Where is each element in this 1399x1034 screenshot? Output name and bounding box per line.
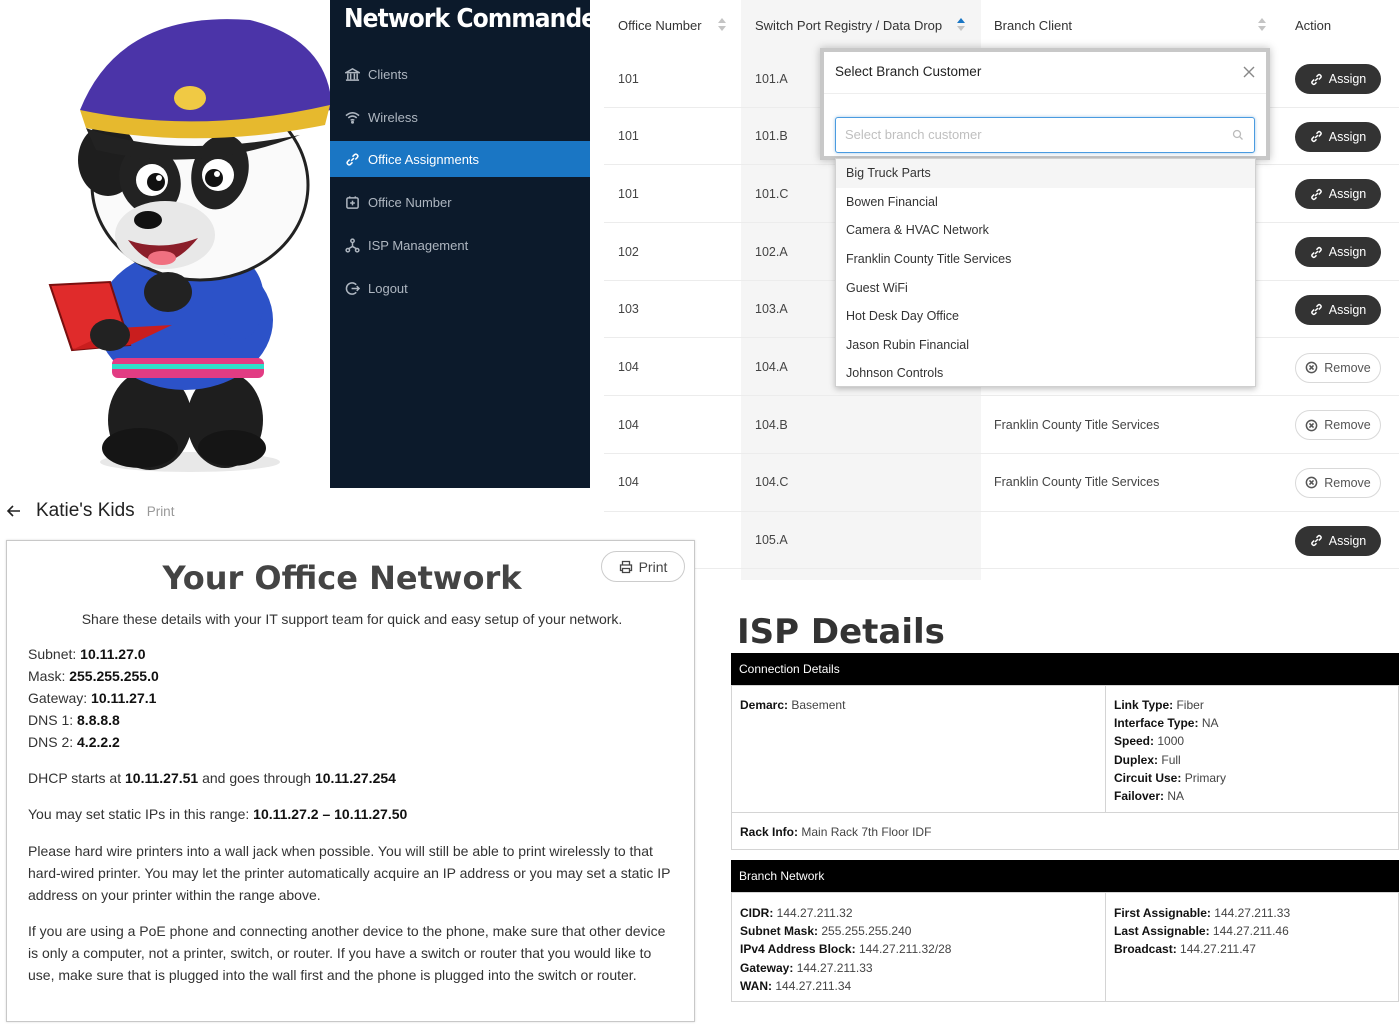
subnet-mask-field: Subnet Mask: 255.255.255.240 xyxy=(740,924,912,939)
office-number-cell: 104 xyxy=(618,417,639,432)
customer-option[interactable]: Big Truck Parts xyxy=(836,159,1255,188)
table-row xyxy=(604,396,1399,454)
office-network-card xyxy=(6,540,695,1022)
action-button-label: Remove xyxy=(1324,360,1371,375)
sidebar-item-label: Office Assignments xyxy=(368,151,480,167)
print-button[interactable] xyxy=(601,551,685,582)
switch-port-cell: 105.A xyxy=(755,533,788,548)
panda-mascot-illustration xyxy=(0,0,330,488)
assign-button[interactable] xyxy=(1295,64,1381,94)
link-details-panel xyxy=(1105,685,1399,813)
close-icon[interactable] xyxy=(1242,65,1256,79)
card-subtitle: Share these details with your IT support team for quick and easy setup of your network. xyxy=(81,611,623,627)
interface-type-field: Interface Type: NA xyxy=(1114,716,1219,731)
customer-option[interactable]: Camera & HVAC Network xyxy=(846,223,989,238)
switch-port-cell: 103.A xyxy=(755,302,788,317)
link-icon xyxy=(1310,73,1323,86)
remove-button[interactable] xyxy=(1295,410,1381,440)
poe-phone-instructions: If you are using a PoE phone and connecting another device to the phone, make sure that other device is only a computer, not a printer, switch, or router. If you have a switch or router that you would like to use, make sure that is plugged into the wall first and the phone is plugged into the switch or router. xyxy=(28,923,666,983)
office-number-cell: 102 xyxy=(618,244,639,259)
broadcast-field: Broadcast: 144.27.211.47 xyxy=(1114,942,1256,957)
action-button-label: Assign xyxy=(1328,72,1367,86)
wan-field: WAN: 144.27.211.34 xyxy=(740,978,852,993)
page-header xyxy=(6,496,174,526)
rack-info-panel xyxy=(731,812,1399,850)
ipv4-block-field: IPv4 Address Block: 144.27.211.32/28 xyxy=(740,942,952,957)
modal-title: Select Branch Customer xyxy=(835,64,982,79)
network-icon xyxy=(344,237,360,253)
switch-port-cell: 101.B xyxy=(755,129,788,144)
customer-dropdown-list xyxy=(835,158,1256,387)
office-number-cell: 101 xyxy=(618,71,639,86)
sidebar-item-label: Clients xyxy=(368,66,408,82)
column-header-branch-client[interactable]: Branch Client xyxy=(994,17,1073,33)
switch-port-cell: 101.A xyxy=(755,71,788,86)
table-row xyxy=(604,454,1399,512)
branch-network-right-panel xyxy=(1105,892,1399,1002)
isp-details-heading: ISP Details xyxy=(737,612,945,652)
setting-subnet: Subnet: 10.11.27.0 xyxy=(28,646,146,662)
add-box-icon xyxy=(344,194,360,210)
sidebar-item-logout[interactable] xyxy=(330,270,590,306)
sidebar-item-label: Wireless xyxy=(368,109,418,125)
setting-mask: Mask: 255.255.255.0 xyxy=(28,668,159,684)
wifi-icon xyxy=(344,109,360,125)
link-icon xyxy=(1310,130,1323,143)
office-number-cell: 104 xyxy=(618,475,639,490)
sidebar-item-isp-management[interactable] xyxy=(330,227,590,263)
link-icon xyxy=(1310,246,1323,259)
switch-port-cell: 104.B xyxy=(755,417,788,432)
customer-option[interactable]: Bowen Financial xyxy=(846,194,938,209)
customer-option[interactable]: Johnson Controls xyxy=(846,366,944,381)
static-ip-range: You may set static IPs in this range: 10.11.27.2 – 10.11.27.50 xyxy=(28,806,408,822)
branch-network-left-panel xyxy=(731,892,1106,1002)
action-button-label: Assign xyxy=(1328,302,1367,317)
setting-gateway: Gateway: 10.11.27.1 xyxy=(28,690,157,706)
last-assignable-field: Last Assignable: 144.27.211.46 xyxy=(1114,924,1289,939)
office-number-cell: 101 xyxy=(618,129,639,144)
branch-client-cell: Franklin County Title Services xyxy=(994,417,1160,432)
column-header-office-number[interactable]: Office Number xyxy=(618,17,702,33)
table-row xyxy=(604,512,1399,570)
customer-option[interactable]: Jason Rubin Financial xyxy=(846,337,969,352)
demarc-field: Demarc: Basement xyxy=(740,698,846,712)
sidebar-item-label: Logout xyxy=(368,280,408,296)
sidebar-item-office-number[interactable] xyxy=(330,184,590,220)
page-title: Katie's Kids xyxy=(36,500,135,521)
link-icon xyxy=(1310,534,1323,547)
sidebar-item-office-assignments[interactable] xyxy=(330,141,590,177)
print-button-label: Print xyxy=(638,558,668,575)
print-link[interactable]: Print xyxy=(146,503,175,519)
column-header-action: Action xyxy=(1295,17,1332,33)
link-type-field: Link Type: Fiber xyxy=(1114,698,1204,712)
assign-button[interactable] xyxy=(1295,179,1381,209)
action-button-label: Remove xyxy=(1324,475,1371,490)
office-number-cell: 104 xyxy=(618,360,639,374)
branch-network-header: Branch Network xyxy=(731,860,1399,892)
remove-circle-icon xyxy=(1305,361,1318,374)
switch-port-cell: 102.A xyxy=(755,244,788,259)
sort-ascending-icon[interactable] xyxy=(957,18,965,32)
sidebar-item-label: ISP Management xyxy=(368,237,469,253)
sidebar xyxy=(330,0,607,488)
sort-icon[interactable] xyxy=(1258,18,1266,32)
sidebar-item-wireless[interactable] xyxy=(330,99,590,135)
rack-info-field: Rack Info: Main Rack 7th Floor IDF xyxy=(740,825,932,839)
customer-option[interactable]: Franklin County Title Services xyxy=(846,252,1012,267)
switch-port-cell: 104.A xyxy=(755,360,788,374)
connection-details-header: Connection Details xyxy=(731,653,1399,685)
duplex-field: Duplex: Full xyxy=(1114,752,1181,767)
demarc-panel xyxy=(731,685,1106,813)
search-icon xyxy=(1232,129,1244,141)
link-icon xyxy=(1310,303,1323,316)
printer-instructions: Please hard wire printers into a wall jack when possible. You will still be able to print wirelessly to that hard-wired printer. You may let the printer automatically acquire an IP address or you may set a static IP address on your printer within the range above. xyxy=(28,843,671,903)
remove-button[interactable] xyxy=(1295,468,1381,498)
assign-button[interactable] xyxy=(1295,295,1381,325)
switch-port-cell: 104.C xyxy=(755,475,789,490)
dhcp-range: DHCP starts at 10.11.27.51 and goes through 10.11.27.254 xyxy=(28,770,396,786)
sidebar-item-clients[interactable] xyxy=(330,56,590,92)
branch-client-cell: Franklin County Title Services xyxy=(994,475,1160,490)
first-assignable-field: First Assignable: 144.27.211.33 xyxy=(1114,906,1291,920)
setting-dns1: DNS 1: 8.8.8.8 xyxy=(28,712,120,728)
remove-circle-icon xyxy=(1305,476,1318,489)
remove-button[interactable] xyxy=(1295,353,1381,383)
gateway-field: Gateway: 144.27.211.33 xyxy=(740,960,873,975)
action-button-label: Remove xyxy=(1324,418,1371,433)
card-heading: Your Office Network xyxy=(162,559,522,597)
failover-field: Failover: NA xyxy=(1114,789,1185,804)
customer-search-input[interactable] xyxy=(845,127,1225,142)
assign-button[interactable] xyxy=(1295,237,1381,267)
speed-field: Speed: 1000 xyxy=(1114,734,1185,749)
column-header-switch-port[interactable]: Switch Port Registry / Data Drop xyxy=(755,17,943,33)
office-number-cell: 101 xyxy=(618,186,639,201)
action-button-label: Assign xyxy=(1328,129,1367,144)
action-button-label: Assign xyxy=(1328,245,1367,260)
switch-port-cell: 101.C xyxy=(755,186,789,201)
office-number-cell: 103 xyxy=(618,302,639,317)
bank-icon xyxy=(344,66,360,82)
assign-button[interactable] xyxy=(1295,122,1381,152)
setting-dns2: DNS 2: 4.2.2.2 xyxy=(28,734,120,750)
remove-circle-icon xyxy=(1305,419,1318,432)
link-icon xyxy=(344,151,360,167)
back-arrow-icon[interactable] xyxy=(6,503,22,519)
brand-logo: Network Commander xyxy=(344,4,607,34)
sidebar-item-label: Office Number xyxy=(368,194,452,210)
customer-option[interactable]: Hot Desk Day Office xyxy=(846,309,960,324)
customer-search-field[interactable] xyxy=(835,117,1255,153)
logout-icon xyxy=(344,280,360,296)
modal-divider xyxy=(824,93,1266,94)
action-button-label: Assign xyxy=(1328,187,1367,202)
customer-option[interactable]: Guest WiFi xyxy=(846,280,908,295)
assign-button[interactable] xyxy=(1295,526,1381,556)
link-icon xyxy=(1310,188,1323,201)
cidr-field: CIDR: 144.27.211.32 xyxy=(740,906,853,920)
circuit-use-field: Circuit Use: Primary xyxy=(1114,770,1227,785)
action-button-label: Assign xyxy=(1328,533,1367,548)
printer-icon xyxy=(619,560,633,574)
sort-icon[interactable] xyxy=(718,18,726,32)
